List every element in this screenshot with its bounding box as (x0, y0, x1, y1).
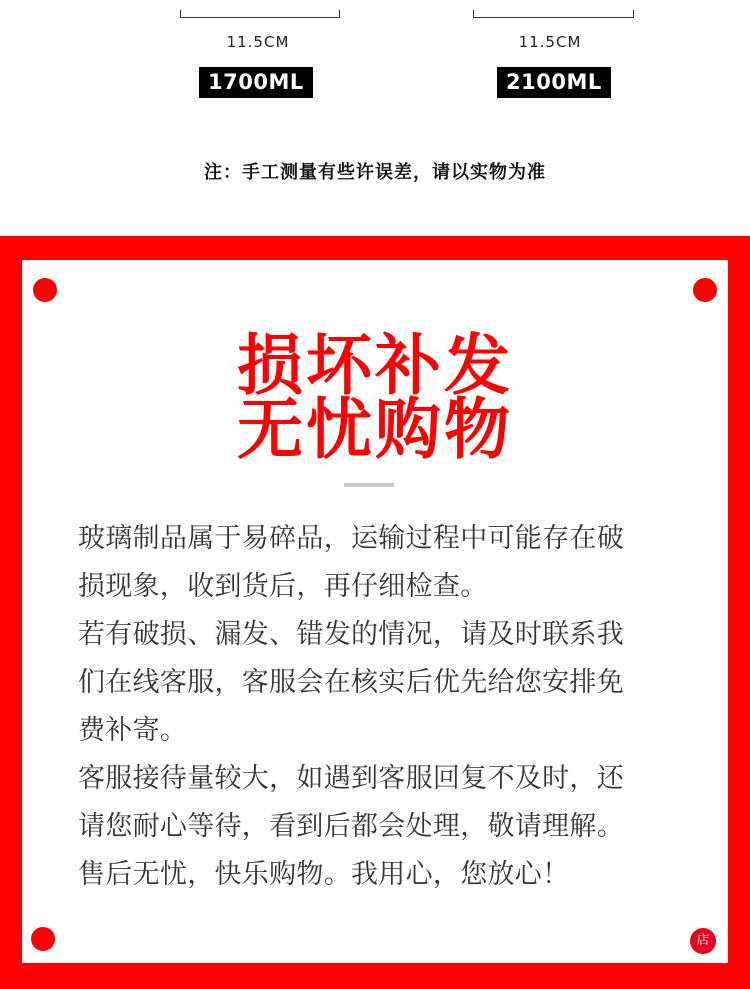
left-dimension-line (180, 10, 340, 18)
left-width-label: 11.5CM (226, 33, 290, 51)
corner-dot-top-left (33, 278, 57, 302)
banner-body-text (78, 515, 698, 899)
body-line: 请您耐心等待，看到后都会处理，敬请理解。 (78, 811, 624, 842)
product-dimensions-section (0, 0, 750, 236)
right-dimension-line (473, 10, 634, 18)
banner-title-line2: 无忧购物 (237, 391, 513, 468)
banner-title-line1: 损坏补发 (237, 327, 513, 404)
title-divider (344, 483, 394, 487)
body-line: 们在线客服，客服会在核实后优先给您安排免 (78, 667, 624, 698)
corner-dot-bottom-left (31, 927, 55, 951)
body-line: 费补寄。 (78, 715, 188, 746)
body-line: 售后无忧，快乐购物。我用心，您放心！ (78, 859, 570, 890)
body-line: 损现象，收到货后，再仔细检查。 (78, 571, 488, 602)
right-volume-badge: 2100ML (497, 67, 611, 98)
body-line: 玻璃制品属于易碎品，运输过程中可能存在破 (78, 523, 624, 554)
body-line: 客服接待量较大，如遇到客服回复不及时，还 (78, 763, 624, 794)
body-line: 若有破损、漏发、错发的情况，请及时联系我 (78, 619, 624, 650)
right-width-label: 11.5CM (518, 33, 582, 51)
shop-icon[interactable]: 店 (690, 928, 716, 954)
left-volume-badge: 1700ML (199, 67, 313, 98)
corner-dot-top-right (693, 278, 717, 302)
measurement-note: 注：手工测量有些许误差，请以实物为准 (204, 162, 546, 183)
